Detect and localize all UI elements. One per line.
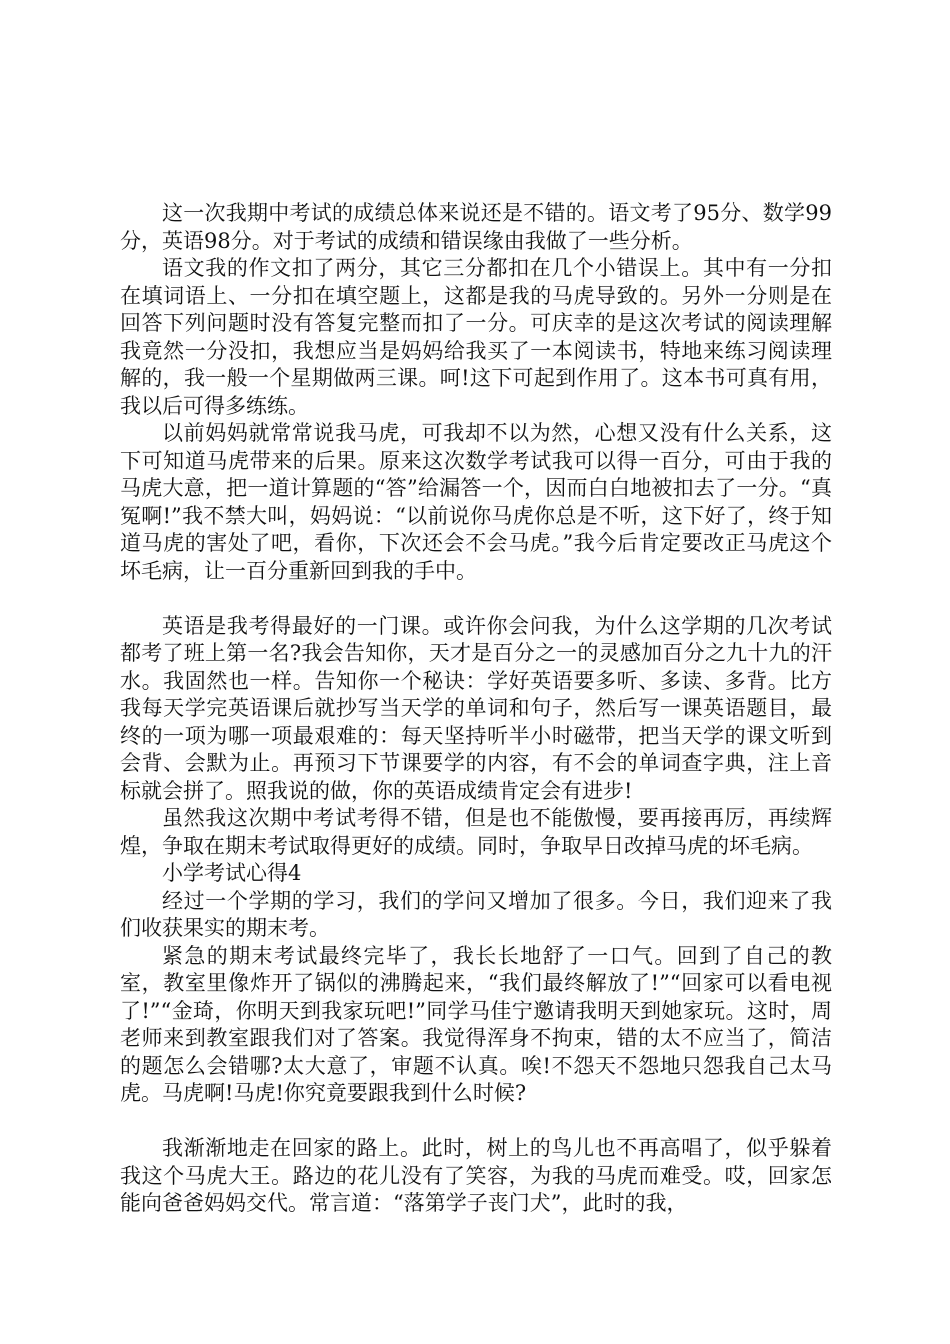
paragraph-after-exam: 紧急的期末考试最终完毕了，我长长地舒了一口气。回到了自己的教室，教室里像炸开了锅似的沸腾起来，“我们最终解放了!”“回家可以看电视了!”“金琦，你明天到我家玩吧!”同学马佳宁邀请我明天到她家玩。这时，周老师来到教室跟我们对了答案。我觉得浑身不拘束，错的太不应当了，简洁的题怎么会错哪?太大意了，审题不认真。唉!不怨天不怨地只怨我自己太马虎。马虎啊!马虎!你究竟要跟我到什么时候? xyxy=(120,943,832,1105)
paragraph-english-analysis: 英语是我考得最好的一门课。或许你会问我，为什么这学期的几次考试都考了班上第一名?我会告知你，天才是百分之一的灵感加百分之九十九的汗水。我固然也一样。告知你一个秘诀：学好英语要多听、多读、多背。比方我每天学完英语课后就抄写当天学的单词和句子，然后写一课英语题目，最终的一项为哪一项最艰难的：每天坚持听半小时磁带，把当天学的课文听到会背、会默为止。再预习下节课要学的内容，有不会的单词查字典，注上音标就会拼了。照我说的做，你的英语成绩肯定会有进步! xyxy=(120,613,832,803)
paragraph-conclusion: 虽然我这次期中考试考得不错，但是也不能傲慢，要再接再厉，再续辉煌，争取在期末考试取得更好的成绩。同时，争取早日改掉马虎的坏毛病。 xyxy=(120,806,832,858)
document-body xyxy=(120,200,832,1218)
paragraph-semester-intro: 经过一个学期的学习，我们的学问又增加了很多。今日，我们迎来了我们收获果实的期末考。 xyxy=(120,888,832,940)
paragraph-math-analysis: 以前妈妈就常常说我马虎，可我却不以为然，心想又没有什么关系，这下可知道马虎带来的后果。原来这次数学考试我可以得一百分，可由于我的马虎大意，把一道计算题的“答”给漏答一个，因而白白地被扣去了一分。“真冤啊!”我不禁大叫，妈妈说：“以前说你马虎你总是不听，这下好了，终于知道马虎的害处了吧，看你，下次还会不会马虎。”我今后肯定要改正马虎这个坏毛病，让一百分重新回到我的手中。 xyxy=(120,421,832,583)
paragraph-exam-summary: 这一次我期中考试的成绩总体来说还是不错的。语文考了95分、数学99分，英语98分。对于考试的成绩和错误缘由我做了一些分析。 xyxy=(120,201,832,253)
paragraph-chinese-analysis: 语文我的作文扣了两分，其它三分都扣在几个小错误上。其中有一分扣在填词语上、一分扣在填空题上，这都是我的马虎导致的。另外一分则是在回答下列问题时没有答复完整而扣了一分。可庆幸的是这次考试的阅读理解我竟然一分没扣，我想应当是妈妈给我买了一本阅读书，特地来练习阅读理解的，我一般一个星期做两三课。呵!这下可起到作用了。这本书可真有用，我以后可得多练练。 xyxy=(120,256,832,418)
paragraph-walking-home: 我渐渐地走在回家的路上。此时，树上的鸟儿也不再高唱了，似乎躲着我这个马虎大王。路边的花儿没有了笑容，为我的马虎而难受。哎，回家怎能向爸爸妈妈交代。常言道：“落第学子丧门犬”，此时的我， xyxy=(120,1136,832,1215)
section-heading: 小学考试心得4 xyxy=(162,861,302,885)
